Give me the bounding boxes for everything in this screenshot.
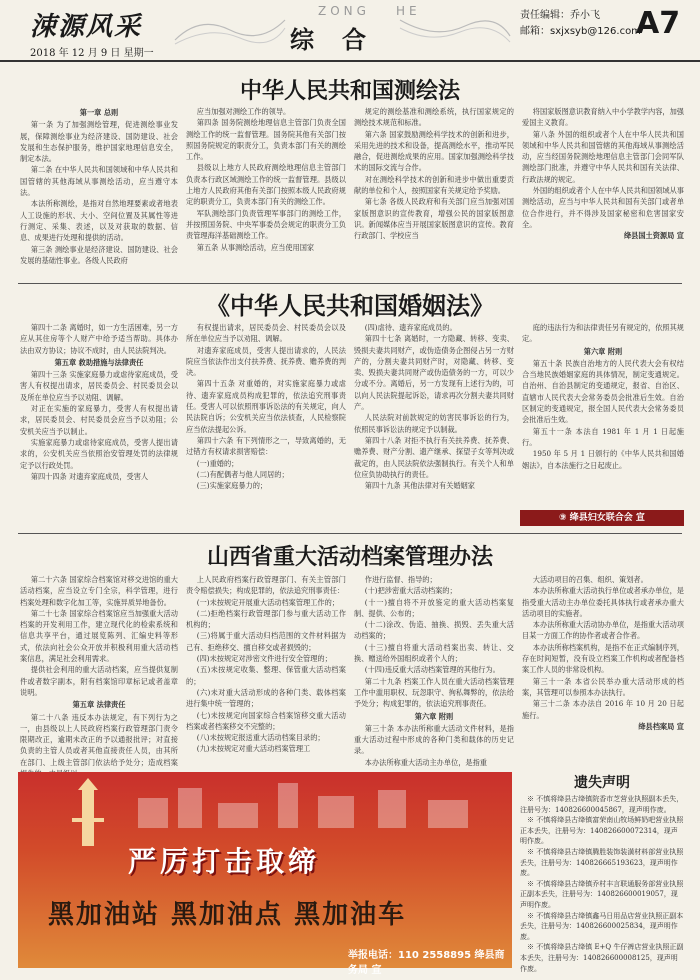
- paragraph: 本办法所称档案机构，是指不在正式编制序列，存在时间短暂，没有设立档案工作机构或者配备档案工作人员的非常设机构。: [522, 642, 684, 675]
- paragraph: 将国家版图意识教育纳入中小学教学内容，加强爱国主义教育。: [522, 107, 684, 128]
- paragraph: (四)虐待、遗弃家庭成员的。: [364, 323, 457, 332]
- article3-col2: [186, 574, 346, 768]
- paragraph: 作进行监督、指导的；: [364, 575, 437, 584]
- page-number: A7: [636, 6, 681, 41]
- divider-1: [18, 283, 682, 284]
- paragraph: (五)未按规定收集、整理、保管重大活动档案的；: [186, 665, 346, 686]
- paragraph: 有权提出请求，居民委员会、村民委员会以及所在单位应当予以劝阻、调解。: [186, 323, 346, 344]
- paragraph: 大活动项目的召集、组织、策划者。: [532, 575, 648, 584]
- paragraph: (四)未按规定对涉密文件进行安全管理的；: [196, 654, 332, 664]
- lost-notice-box: [520, 772, 684, 973]
- paragraph: (十三)擅自将重大活动档案出卖、转让、交换、赠送给外国组织或者个人的；: [354, 642, 514, 664]
- lost-notice-item: ※ 不慎将绛县古绛镇 E+Q 牛仔裤店营业执照正副本丢失，注册号为：140826600008125，现声明作废。: [520, 943, 684, 973]
- editor-line: 责任编辑：乔小飞: [520, 10, 600, 21]
- editor-info: [520, 8, 641, 40]
- paragraph: 第五十条 民族自治地方的人民代表大会有权结合当地民族婚姻家庭的具体情况，制定变通规定。自治州、自治县制定的变通规定，报省、自治区、直辖市人民代表大会常务委员会批准后生效。自治区制定的变通规定，报全国人民代表大会常务委员会批准后生效。: [522, 358, 684, 425]
- paragraph: 人民法院对前款规定的妨害民事诉讼的行为，依照民事诉讼法的规定予以制裁。: [354, 413, 514, 434]
- paragraph: 第四十七条 离婚时，一方隐藏、转移、变卖、毁损夫妻共同财产，或伪造债务企图侵占另一方财产的，分割夫妻共同财产时，对隐藏、转移、变卖、毁损夫妻共同财产或伪造债务的一方，可以少分或不分。离婚后，另一方发现有上述行为的，可以向人民法院提起诉讼，请求再次分割夫妻共同财产。: [354, 334, 514, 412]
- paragraph: 上人民政府档案行政管理部门、有关主管部门责令赔偿损失；构成犯罪的，依法追究刑事责任：: [186, 575, 346, 596]
- signature: 绛县档案局 宣: [638, 721, 684, 731]
- paragraph: 第七条 各级人民政府和有关部门应当加强对国家版图意识的宣传教育，增强公民的国家版图意识。新闻媒体应当开展国家版图意识的宣传。教育行政部门、学校应当: [354, 197, 514, 241]
- ad-subline: 黑加油站 黑加油点 黑加油车: [48, 900, 407, 930]
- article1-col1: [20, 106, 178, 282]
- masthead: 涑源风采: [30, 12, 143, 42]
- paragraph: (十二)涂改、伪造、抽换、损毁、丢失重大活动档案的；: [354, 620, 514, 641]
- ad-hotline: 举报电话：110 2558895 绛县商务局 宣: [348, 950, 505, 976]
- paragraph: 第五十一条 本法自 1981 年 1 月 1 日起施行。: [522, 426, 684, 447]
- paragraph: 第四十八条 对拒不执行有关扶养费、抚养费、赡养费、财产分割、遗产继承、探望子女等判决或裁定的，由人民法院依法强制执行。有关个人和单位应负协助执行的责任。: [354, 435, 514, 479]
- paragraph: (三)实施家庭暴力的；: [196, 481, 268, 491]
- ad-headline: 严厉打击取缔: [128, 845, 321, 878]
- paragraph: 第二十八条 违反本办法规定，有下列行为之一，由县级以上人民政府档案行政管理部门责令限期改正，逾期未改正的予以通报批评；对直接负责的主管人员或者其他直接责任人员，由其所在部门、上级主管部门依法给予处分；造成档案: [20, 712, 178, 767]
- lost-notice-item: ※ 不慎将绛县古绛镇富荣南山牧场鲜奶吧营业执照正本丢失，注册号为：140826600072314，现声明作废。: [520, 816, 684, 846]
- ornament-right-icon: [395, 10, 515, 50]
- anti-illegal-fuel-ad: [18, 772, 512, 976]
- section-en-1: ZONG: [318, 4, 370, 18]
- paragraph: 对正在实施的家庭暴力，受害人有权提出请求，居民委员会、村民委员会应当予以劝阻；公安机关应当予以制止。: [20, 404, 178, 436]
- paragraph: 本办法所称重大活动主办单位，是指重: [364, 757, 487, 767]
- paragraph: (十四)违反重大活动档案管理的其他行为。: [364, 665, 500, 675]
- paragraph: 第五章 救助措施与法律责任: [54, 357, 144, 367]
- paragraph: 第一条 为了加强测绘管理，促进测绘事业发展，保障测绘事业为经济建设、国防建设、社会发展和生态保护服务，维护国家地理信息安全，制定本法。: [20, 120, 178, 164]
- paragraph: 应当加强对测绘工作的领导。: [196, 107, 291, 116]
- paragraph: (十)把涉密重大活动档案的；: [364, 586, 457, 596]
- article2-col1: [20, 322, 178, 532]
- paragraph: 第六条 国家鼓励测绘科学技术的创新和进步，采用先进的技术和设备，提高测绘水平，推动军民融合，促进测绘成果的应用。国家加强测绘科学技术的国际交流与合作。: [354, 129, 514, 173]
- paragraph: 规定的测绘基准和测绘系统，执行国家规定的测绘技术规范和标准。: [354, 107, 514, 128]
- skyline-icon: [128, 778, 508, 828]
- article1-col4: [522, 106, 684, 282]
- ornament-left-icon: [170, 10, 290, 50]
- paragraph: 第三条 测绘事业是经济建设、国防建设、社会发展的基础性事业。各级人民政府: [20, 244, 178, 265]
- paragraph: 军队测绘部门负责管理军事部门的测绘工作，并按照国务院、中央军事委员会规定的职责分工负责管理海洋基础测绘工作。: [186, 208, 346, 241]
- paragraph: 庭的违法行为和法律责任另有规定的，依照其规定。: [522, 323, 684, 344]
- paragraph: 第四十五条 对重婚的，对实施家庭暴力或虐待、遗弃家庭成员构成犯罪的，依法追究刑事责任。受害人可以依照刑事诉讼法的有关规定，向人民法院自诉；公安机关应当依法侦查，人民检察院应当依法提起公诉。: [186, 379, 346, 434]
- divider-2: [18, 533, 682, 534]
- email-line: 邮箱：sxjxsyb@126.com: [520, 26, 641, 37]
- paragraph: 对在测绘科学技术的创新和进步中做出重要贡献的单位和个人，按照国家有关规定给予奖励。: [354, 174, 514, 196]
- lost-notice-item: ※ 不慎将绛县古绛镇腾胜装饰装潢材料部营业执照丢失，注册号为：140826665193623，现声明作废。: [520, 847, 684, 878]
- section-en-2: HE: [395, 4, 421, 18]
- paragraph: 第二十六条 国家综合档案馆对移交进馆的重大活动档案，应当设立专门全宗，科学管理，进行档案处理和数字化加工等，实施异质异地备份。: [20, 575, 178, 607]
- article2-col4: [522, 322, 684, 508]
- section-title: 综合: [290, 25, 394, 54]
- paragraph: 第五章 法律责任: [72, 700, 126, 710]
- paragraph: 第四条 国务院测绘地理信息主管部门负责全国测绘工作的统一监督管理。国务院其他有关部门按照国务院规定的职责分工，负责本部门有关的测绘工作。: [186, 118, 346, 162]
- paragraph: 对遗弃家庭成员，受害人提出请求的，人民法院应当依法作出支付扶养费、抚养费、赡养费的判决。: [186, 345, 346, 378]
- paragraph: 实施家庭暴力或虐待家庭成员，受害人提出请求的，公安机关应当依照治安管理处罚的法律规定予以行政处罚。: [20, 437, 178, 470]
- paragraph: 第三十条 本办法所称重大活动文件材料，是指重大活动过程中形成的各种门类和载体的历史记录。: [354, 723, 514, 756]
- article3-title: 山西省重大活动档案管理办法: [206, 545, 493, 570]
- article2-title: 《中华人民共和国婚姻法》: [206, 291, 494, 320]
- paragraph: (二)拒绝档案行政管理部门参与重大活动工作机构的；: [186, 608, 346, 630]
- paragraph: 第三十一条 本省公民举办重大活动形成的档案，其管理可以参照本办法执行。: [522, 676, 684, 697]
- paragraph: 第六章 附则: [583, 346, 623, 356]
- article2-col3: [354, 322, 514, 532]
- article3-col3: [354, 574, 514, 768]
- paragraph: 第四十九条 其他法律对有关婚姻家: [364, 481, 475, 491]
- paragraph: 提供社会利用的重大活动档案，应当提供复制件或者数字副本，附有档案馆印章标记或者盖章说明。: [20, 665, 178, 697]
- paragraph: 第四十四条 对遗弃家庭成员，受害人: [30, 471, 149, 481]
- article1-col3: [354, 106, 514, 282]
- paragraph: 本办法所称重大活动协办单位，是指重大活动项目某一方面工作的协作者或者合作者。: [522, 620, 684, 641]
- paragraph: 第四十六条 有下列情形之一，导致离婚的，无过错方有权请求损害赔偿：: [186, 435, 346, 457]
- signature: 绛县国土资源局 宣: [623, 231, 684, 241]
- article1-title: 中华人民共和国测绘法: [239, 79, 460, 104]
- article3-col4: [522, 574, 684, 768]
- tower-icon: [58, 778, 118, 848]
- paragraph: 第六章 附则: [414, 711, 454, 721]
- paragraph: 第二十九条 档案工作人员在重大活动档案管理工作中滥用职权、玩忽职守、徇私舞弊的，依法给予处分；构成犯罪的，依法追究刑事责任。: [354, 676, 514, 709]
- paragraph: (八)未按规定报送重大活动档案目录的；: [196, 733, 325, 743]
- paragraph: (三)将属于重大活动归档范围的文件材料据为己有、拒绝移交、擅自移交或者损毁的；: [186, 631, 346, 652]
- issue-date: 2018 年 12 月 9 日 星期一: [30, 48, 154, 59]
- paragraph: 第八条 外国的组织或者个人在中华人民共和国领域和中华人民共和国管辖的其他海域从事测绘活动，应当经国务院测绘地理信息主管部门会同军队测绘部门批准，并遵守中华人民共和国有关法律、行政法规的规定。: [522, 129, 684, 184]
- paragraph: 本法所称测绘，是指对自然地理要素或者地表人工设施的形状、大小、空间位置及其属性等进行测定、采集、表述，以及对获取的数据、信息、成果进行处理和提供的活动。: [20, 199, 178, 243]
- paragraph: (七)未按规定向国家综合档案馆移交重大活动档案或者档案移交不完整的；: [186, 710, 346, 731]
- paragraph: 第二十七条 国家综合档案馆应当加强重大活动档案的开发利用工作，建立现代化的检索系统和信息共享平台，通过展览陈列、汇编史料等形式，依法向社会公众开放并积极利用重大活动档案信息，满足社会利用需求。: [20, 608, 178, 664]
- paragraph: 第四十二条 离婚时，如一方生活困难，另一方应从其住房等个人财产中给予适当帮助。具体办法由双方协议；协议不成时，由人民法院判决。: [20, 323, 178, 355]
- paragraph: 本办法所称重大活动执行单位或者承办单位，是指受重大活动主办单位委托具体执行或者承办重大活动项目的实施者。: [522, 586, 684, 618]
- paragraph: (十一)擅自将不开放鉴定的重大活动档案复制、提供、公布的；: [354, 597, 514, 618]
- paragraph: (一)重婚的；: [196, 458, 239, 468]
- paragraph: 第四十三条 实施家庭暴力或虐待家庭成员，受害人有权提出请求，居民委员会、村民委员会以及所在单位应当予以劝阻、调解。: [20, 370, 178, 402]
- paragraph: 1950 年 5 月 1 日颁行的《中华人民共和国婚姻法》，自本法施行之日起废止。: [522, 449, 684, 470]
- page-header: [0, 0, 700, 62]
- paragraph: (二)有配偶者与他人同居的；: [196, 469, 289, 479]
- article2-col2: [186, 322, 346, 532]
- paragraph: (九)未按规定对重大活动档案管理工: [196, 744, 311, 754]
- paragraph: (六)未对重大活动形成的各种门类、载体档案进行集中统一管理的；: [186, 687, 346, 709]
- paragraph: (一)未按规定开展重大活动档案管理工作的；: [196, 597, 339, 607]
- womens-federation-banner: ⑨ 绛县妇女联合会 宣: [520, 510, 684, 526]
- paragraph: 县级以上地方人民政府测绘地理信息主管部门负责本行政区域测绘工作的统一监督管理。县级以上地方人民政府其他有关部门按照本级人民政府规定的职责分工，负责本部门有关的测绘工作。: [186, 163, 346, 207]
- paragraph: 第一章 总则: [79, 108, 119, 117]
- paragraph: 外国的组织或者个人在中华人民共和国领域从事测绘活动，应当与中华人民共和国有关部门或者单位合作进行，并不得涉及国家秘密和危害国家安全。: [522, 186, 684, 229]
- lost-notice-item: ※ 不慎将绛县古绛镇院香市芝营业执照副本丢失，注册号为：140826600045867，现声明作废。: [520, 795, 684, 814]
- lost-notice-title: 遗失声明: [574, 775, 630, 791]
- paragraph: 第二条 在中华人民共和国领域和中华人民共和国管辖的其他海域从事测绘活动，应当遵守本法。: [20, 165, 178, 198]
- paragraph: 第三十二条 本办法自 2016 年 10 月 20 日起施行。: [522, 699, 684, 720]
- article3-col1: [20, 574, 178, 768]
- paragraph: 第五条 从事测绘活动，应当使用国家: [196, 242, 315, 252]
- article1-col2: [186, 106, 346, 282]
- lost-notice-item: ※ 不慎将绛县古绛镇乔村丰言联通服务部营业执照正副本丢失，注册号为：140826600019057，现声明作废。: [520, 879, 684, 909]
- lost-notice-item: ※ 不慎将绛县古绛镇鑫马日用品店营业执照正副本丢失，注册号为：140826600025834，现声明作废。: [520, 911, 684, 941]
